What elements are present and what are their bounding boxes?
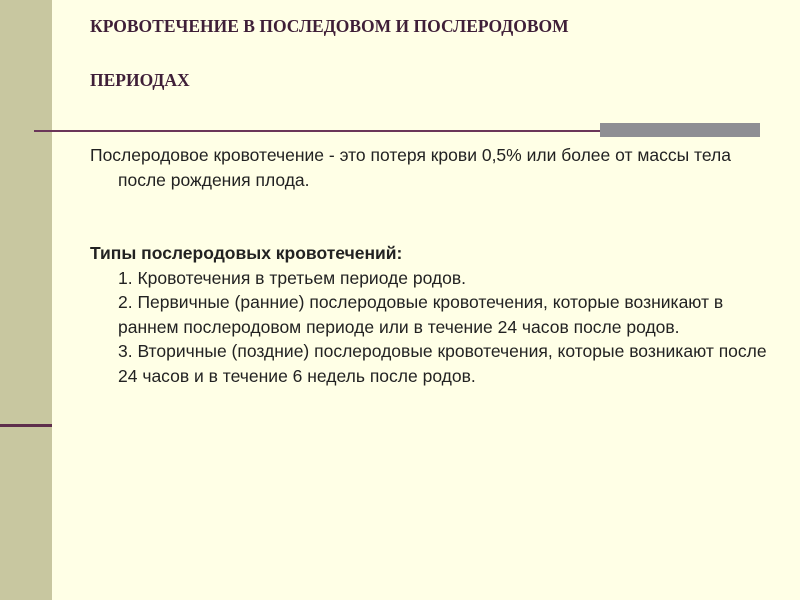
types-heading: Типы послеродовых кровотечений:	[90, 243, 403, 263]
paragraph-spacer	[90, 192, 770, 241]
side-accent-bar	[0, 0, 52, 600]
types-list-item-1: 1. Кровотечения в третьем периоде родов.	[118, 267, 467, 288]
types-list-item-2: 2. Первичные (ранние) послеродовые кровотечения, которые возникают в раннем послеродовом периоде или в течение 24 часов после родов.	[118, 292, 724, 337]
types-list-item-3: 3. Вторичные (поздние) послеродовые кровотечения, которые возникают после 24 часов и в течение 6 недель после родов.	[118, 341, 767, 386]
side-accent-tick	[0, 424, 52, 427]
title-divider-line	[34, 130, 600, 132]
slide-title-line-2: ПЕРИОДАХ	[90, 70, 190, 90]
title-divider-block	[600, 123, 760, 137]
slide-body	[90, 143, 770, 388]
slide-title	[90, 8, 780, 116]
slide-title-line-1: КРОВОТЕЧЕНИЕ В ПОСЛЕДОВОМ И ПОСЛЕРОДОВОМ	[90, 16, 569, 36]
definition-paragraph: Послеродовое кровотечение - это потеря крови 0,5% или более от массы тела после рождения плода.	[90, 145, 731, 190]
